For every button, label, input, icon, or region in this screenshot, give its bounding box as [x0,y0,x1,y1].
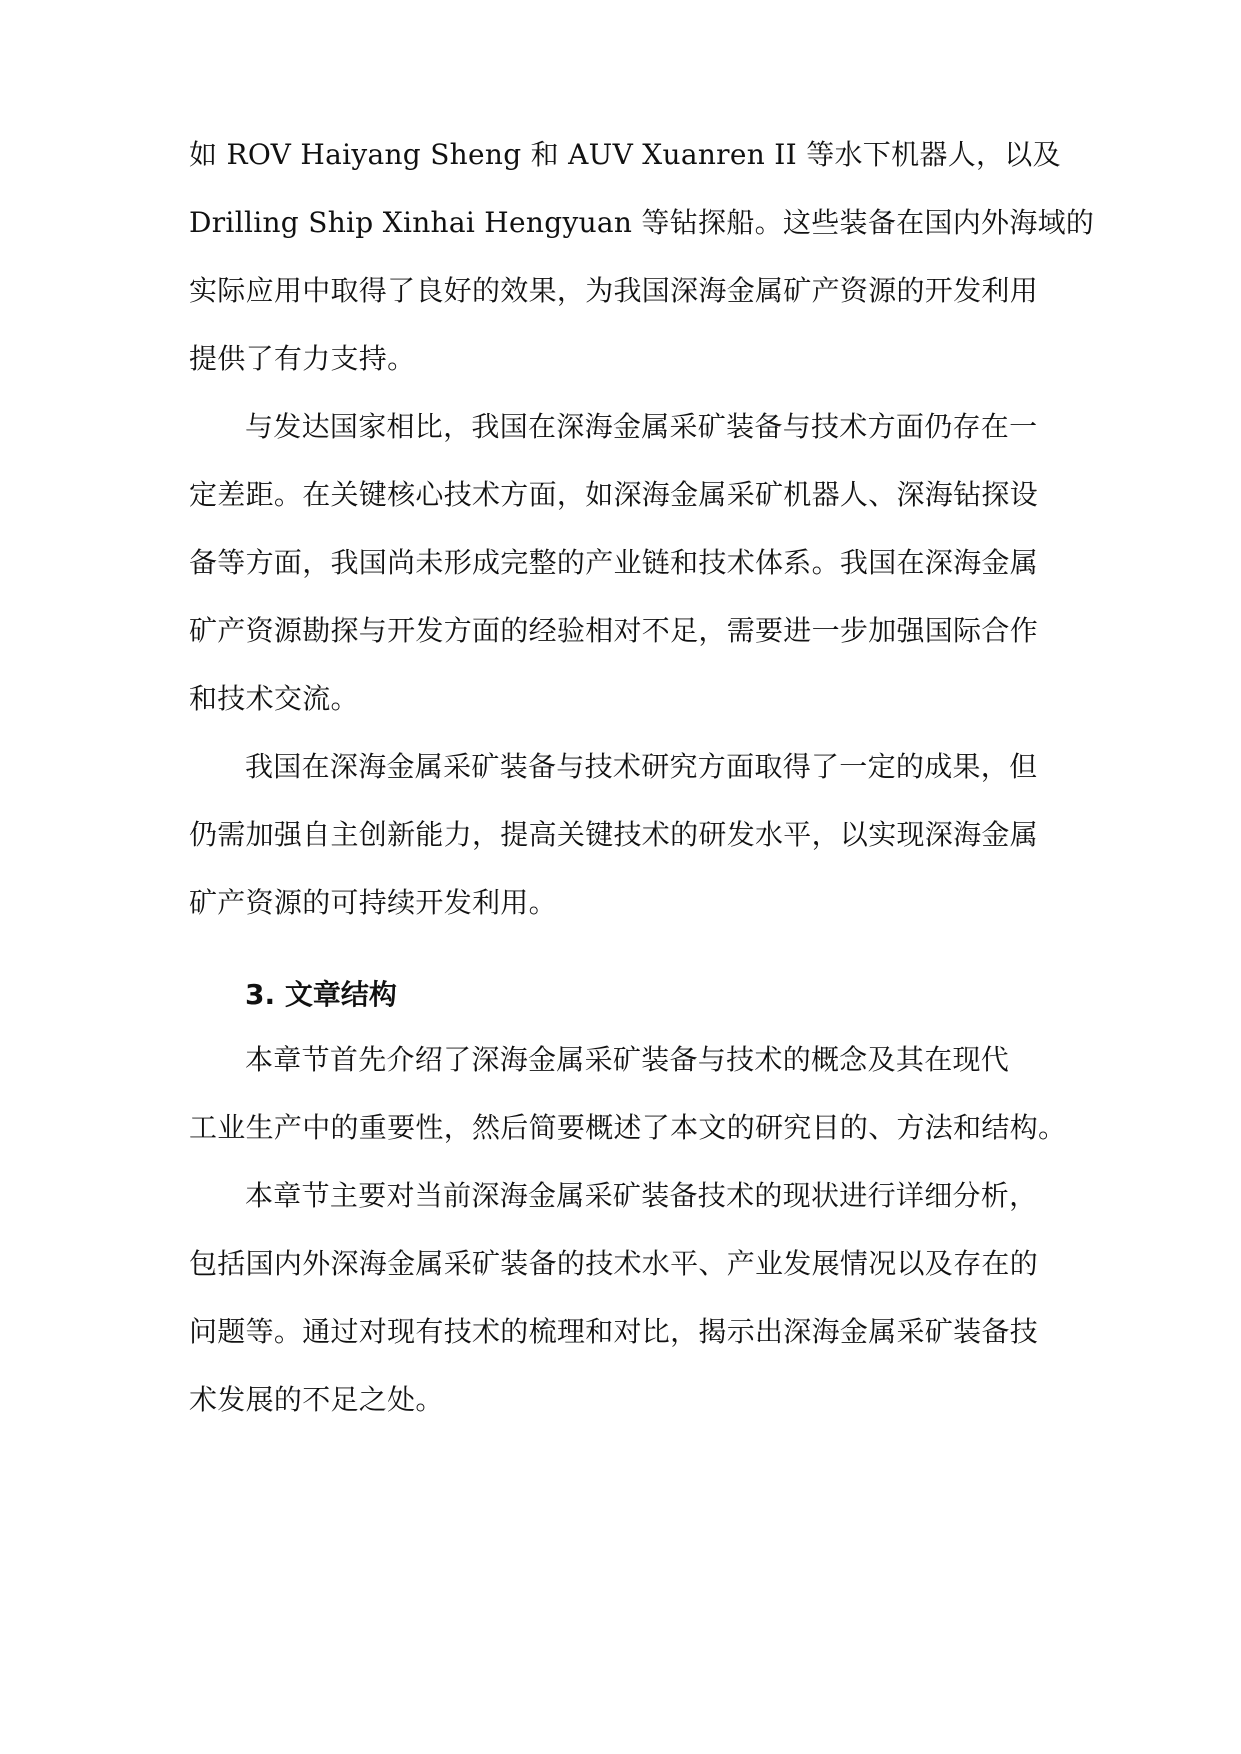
paragraph-1-line-2: Drilling Ship Xinhai Hengyuan 等钻探船。这些装备在国内外海域的 [189,206,1095,239]
paragraph-2-line-2: 定差距。在关键核心技术方面，如深海金属采矿机器人、深海钻探设 [189,478,1039,511]
paragraph-1-line-3: 实际应用中取得了良好的效果，为我国深海金属矿产资源的开发利用 [189,274,1039,307]
paragraph-2-line-1: 与发达国家相比，我国在深海金属采矿装备与技术方面仍存在一 [245,410,1038,443]
paragraph-5-line-2: 包括国内外深海金属采矿装备的技术水平、产业发展情况以及存在的 [189,1247,1039,1280]
paragraph-1-line-4: 提供了有力支持。 [189,342,416,375]
paragraph-4-line-1: 本章节首先介绍了深海金属采矿装备与技术的概念及其在现代 [245,1043,1010,1076]
paragraph-3-line-2: 仍需加强自主创新能力，提高关键技术的研发水平，以实现深海金属 [189,818,1039,851]
paragraph-4-line-2: 工业生产中的重要性，然后简要概述了本文的研究目的、方法和结构。 [189,1111,1067,1144]
paragraph-2-line-5: 和技术交流。 [189,682,359,715]
paragraph-3-line-3: 矿产资源的可持续开发利用。 [189,886,557,919]
paragraph-5-line-3: 问题等。通过对现有技术的梳理和对比，揭示出深海金属采矿装备技 [189,1315,1039,1348]
paragraph-5-line-4: 术发展的不足之处。 [189,1383,444,1416]
paragraph-2-line-3: 备等方面，我国尚未形成完整的产业链和技术体系。我国在深海金属 [189,546,1039,579]
paragraph-1-line-1: 如 ROV Haiyang Sheng 和 AUV Xuanren II 等水下机器人，以及 [189,138,1061,171]
paragraph-3-line-1: 我国在深海金属采矿装备与技术研究方面取得了一定的成果，但 [245,750,1038,783]
paragraph-2-line-4: 矿产资源勘探与开发方面的经验相对不足，需要进一步加强国际合作 [189,614,1039,647]
paragraph-5-line-1: 本章节主要对当前深海金属采矿装备技术的现状进行详细分析， [245,1179,1038,1212]
section-heading: 3. 文章结构 [245,978,397,1011]
